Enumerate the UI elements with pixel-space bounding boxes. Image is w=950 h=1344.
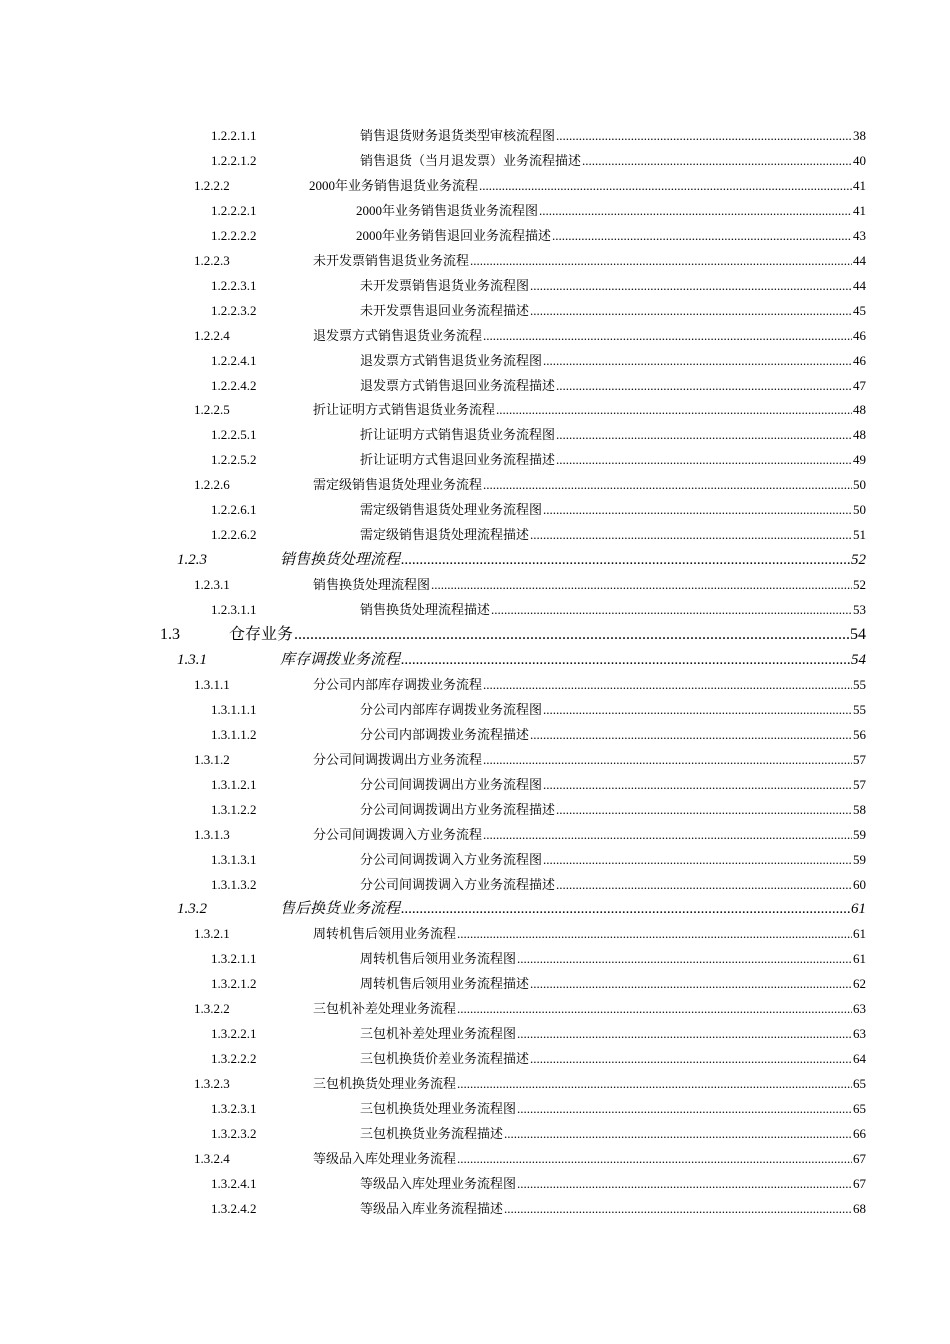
toc-entry-title: 折让证明方式售退回业务流程描述: [360, 452, 556, 468]
toc-entry[interactable]: [0, 1072, 950, 1096]
toc-entry-page: 63: [853, 1026, 866, 1042]
toc-dot-leader: [491, 598, 852, 622]
toc-entry-number: 1.3.2.4.1: [211, 1175, 257, 1191]
toc-entry-number: 1.3.2.4.2: [211, 1200, 257, 1216]
toc-dot-leader: [543, 349, 852, 373]
toc-entry[interactable]: [0, 498, 950, 522]
toc-entry-page: 54: [851, 651, 866, 668]
toc-entry-title: 分公司内部库存调拨业务流程: [313, 676, 483, 692]
toc-entry[interactable]: [0, 199, 950, 223]
toc-entry[interactable]: [0, 1197, 950, 1221]
toc-dot-leader: [530, 723, 852, 747]
toc-entry-number: 1.2.3.1.1: [211, 602, 257, 618]
toc-entry-number: 1.2.2.1.2: [211, 152, 257, 168]
toc-dot-leader: [556, 448, 852, 472]
toc-entry[interactable]: [0, 1122, 950, 1146]
toc-entry-page: 44: [853, 252, 866, 268]
toc-dot-leader: [504, 1197, 852, 1221]
toc-dot-leader: [556, 798, 852, 822]
toc-entry-number: 1.3.2.3.2: [211, 1126, 257, 1141]
toc-entry-number: 1.3.1.1: [194, 676, 230, 692]
toc-entry-number: 1.2.2.4.2: [211, 377, 257, 393]
toc-entry-number: 1.2.2.3.2: [211, 302, 257, 318]
toc-entry-title: 分公司内部库存调拨业务流程图: [360, 701, 543, 717]
toc-entry-number: 1.2.2.2.2: [211, 227, 257, 243]
toc-entry-title: 2000年业务销售退货业务流程: [309, 177, 479, 193]
toc-entry-title: 等级品入库业务流程描述: [360, 1200, 504, 1216]
toc-dot-leader: [496, 398, 852, 422]
toc-entry-page: 67: [853, 1150, 866, 1166]
toc-entry-title: 2000年业务销售退货业务流程图: [356, 202, 539, 218]
toc-entry-number: 1.2.2.6.1: [211, 502, 257, 518]
toc-entry-page: 46: [853, 327, 866, 343]
toc-dot-leader: [556, 423, 852, 447]
toc-entry[interactable]: [0, 249, 950, 273]
toc-entry-number: 1.2.2.2: [194, 177, 230, 193]
toc-entry-title: 折让证明方式销售退货业务流程: [313, 402, 496, 418]
toc-entry[interactable]: [0, 798, 950, 822]
toc-entry-number: 1.2.2.3.1: [211, 277, 257, 293]
toc-entry-title: 未开发票销售退货业务流程: [313, 252, 470, 268]
toc-dot-leader: [539, 199, 852, 223]
toc-entry-title: 需定级销售退货处理业务流程图: [360, 502, 543, 518]
toc-entry[interactable]: [0, 448, 950, 472]
toc-entry-page: 64: [853, 1051, 866, 1067]
toc-entry-page: 61: [853, 951, 866, 967]
toc-entry-page: 60: [853, 876, 866, 892]
toc-entry-page: 46: [853, 352, 866, 368]
toc-entry-page: 45: [853, 302, 866, 318]
toc-entry[interactable]: [0, 748, 950, 772]
toc-entry-number: 1.3.2.1: [194, 926, 230, 942]
toc-entry-number: 1.3.1.3.2: [211, 876, 257, 892]
toc-entry-page: 55: [853, 676, 866, 692]
toc-entry-number: 1.3.1.2: [194, 751, 230, 767]
toc-entry[interactable]: [0, 473, 950, 497]
toc-entry[interactable]: [0, 698, 950, 722]
toc-dot-leader: [401, 648, 850, 672]
toc-dot-leader: [582, 149, 852, 173]
toc-entry-number: 1.2.2.4: [194, 327, 230, 343]
toc-dot-leader: [517, 1172, 852, 1196]
toc-entry-page: 49: [853, 452, 866, 468]
toc-entry[interactable]: [0, 972, 950, 996]
toc-entry-page: 59: [853, 826, 866, 842]
toc-entry-page: 57: [853, 776, 866, 792]
toc-entry-number: 1.3.1.1.1: [211, 701, 257, 717]
toc-entry[interactable]: [0, 423, 950, 447]
toc-entry-title: 需定级销售退货处理业务流程: [313, 477, 483, 493]
toc-entry[interactable]: [0, 673, 950, 697]
toc-entry-page: 53: [853, 602, 866, 618]
toc-entry-title: 三包机换货价差业务流程描述: [360, 1051, 530, 1067]
toc-entry[interactable]: [0, 149, 950, 173]
toc-entry-page: 58: [853, 801, 866, 817]
toc-entry-page: 65: [853, 1076, 866, 1092]
toc-entry-title: 退发票方式销售退回业务流程描述: [360, 377, 556, 393]
toc-entry-title: 周转机售后领用业务流程: [313, 926, 457, 942]
toc-dot-leader: [530, 299, 852, 323]
toc-entry-title: 销售退货财务退货类型审核流程图: [360, 128, 556, 143]
toc-entry-number: 1.3.2.3: [194, 1076, 230, 1092]
toc-entry-title: 未开发票销售退货业务流程图: [360, 277, 530, 293]
toc-dot-leader: [431, 573, 852, 597]
toc-entry-title: 三包机换货业务流程描述: [360, 1126, 504, 1141]
toc-entry-title: 三包机补差处理业务流程: [313, 1001, 457, 1017]
toc-entry[interactable]: [0, 947, 950, 971]
toc-dot-leader: [543, 698, 852, 722]
toc-entry-title: 需定级销售退货处理流程描述: [360, 527, 530, 543]
toc-entry-number: 1.3.2.2.1: [211, 1026, 257, 1042]
toc-dot-leader: [552, 224, 852, 248]
toc-entry-number: 1.3.2.2: [194, 1001, 230, 1017]
toc-dot-leader: [556, 124, 852, 148]
toc-entry-title: 三包机补差处理业务流程图: [360, 1026, 517, 1042]
toc-dot-leader: [530, 523, 852, 547]
toc-entry-page: 59: [853, 851, 866, 867]
toc-dot-leader: [517, 1022, 852, 1046]
toc-entry-number: 1.2.2.4.1: [211, 352, 257, 368]
toc-dot-leader: [543, 773, 852, 797]
toc-entry-page: 43: [853, 227, 866, 243]
toc-entry[interactable]: [0, 873, 950, 897]
toc-entry-number: 1.3.2.4: [194, 1150, 230, 1166]
toc-entry-page: 51: [853, 527, 866, 543]
toc-entry-page: 41: [853, 177, 866, 193]
toc-entry-page: 48: [853, 402, 866, 418]
toc-entry-page: 65: [853, 1101, 866, 1117]
toc-dot-leader: [543, 498, 852, 522]
toc-entry-number: 1.2.2.6.2: [211, 527, 257, 543]
toc-dot-leader: [457, 1072, 852, 1096]
toc-entry[interactable]: [0, 1047, 950, 1071]
toc-entry-title: 销售换货处理流程图: [313, 577, 431, 593]
toc-dot-leader: [483, 823, 852, 847]
toc-entry-page: 62: [853, 976, 866, 992]
toc-dot-leader: [401, 548, 850, 572]
toc-entry-number: 1.3.2.2.2: [211, 1051, 257, 1067]
toc-entry[interactable]: [0, 848, 950, 872]
toc-entry-number: 1.3.1.3: [194, 826, 230, 842]
toc-entry-title: 分公司间调拨调入方业务流程: [313, 826, 483, 842]
toc-entry[interactable]: [0, 598, 950, 622]
toc-dot-leader: [457, 997, 852, 1021]
toc-entry-number: 1.2.3: [177, 552, 207, 569]
toc-dot-leader: [470, 249, 852, 273]
toc-entry-title: 退发票方式销售退货业务流程: [313, 327, 483, 343]
toc-entry[interactable]: [0, 274, 950, 298]
toc-entry-number: 1.3.1.3.1: [211, 851, 257, 867]
toc-entry-title: 分公司间调拨调出方业务流程图: [360, 776, 543, 792]
toc-entry-page: 61: [853, 926, 866, 942]
toc-entry-page: 44: [853, 277, 866, 293]
toc-entry[interactable]: [0, 922, 950, 946]
toc-entry-page: 61: [851, 901, 866, 918]
toc-entry-title: 分公司间调拨调入方业务流程图: [360, 851, 543, 867]
toc-entry-page: 54: [850, 626, 866, 643]
toc-dot-leader: [530, 1047, 852, 1071]
toc-entry-title: 分公司间调拨调出方业务流程: [313, 751, 483, 767]
toc-entry[interactable]: [0, 897, 950, 921]
toc-entry-title: 折让证明方式销售退货业务流程图: [360, 427, 556, 443]
toc-entry-title: 销售换货处理流程: [280, 552, 401, 569]
toc-entry-number: 1.2.2.6: [194, 477, 230, 493]
toc-entry-title: 周转机售后领用业务流程图: [360, 951, 517, 967]
toc-entry-page: 55: [853, 701, 866, 717]
toc-entry-page: 67: [853, 1175, 866, 1191]
toc-entry[interactable]: [0, 523, 950, 547]
toc-entry-title: 仓存业务: [229, 626, 294, 643]
toc-entry-number: 1.3.1: [177, 651, 207, 668]
toc-dot-leader: [543, 848, 852, 872]
toc-entry-page: 40: [853, 152, 866, 168]
toc-dot-leader: [556, 374, 852, 398]
toc-dot-leader: [479, 174, 852, 198]
toc-entry-title: 售后换货业务流程: [280, 901, 401, 918]
toc-entry-page: 63: [853, 1001, 866, 1017]
toc-entry-title: 退发票方式销售退货业务流程图: [360, 352, 543, 368]
toc-entry[interactable]: [0, 1022, 950, 1046]
toc-dot-leader: [517, 947, 852, 971]
toc-entry-number: 1.3.2: [177, 901, 207, 918]
toc-entry-page: 50: [853, 477, 866, 493]
toc-entry[interactable]: [0, 648, 950, 672]
toc-entry-title: 销售换货处理流程描述: [360, 602, 491, 618]
toc-entry-number: 1.2.2.5.2: [211, 452, 257, 468]
toc-entry-number: 1.3.1.2.2: [211, 801, 257, 817]
toc-entry-title: 分公司间调拨调入方业务流程描述: [360, 876, 556, 892]
toc-entry-number: 1.3.2.3.1: [211, 1101, 257, 1117]
toc-dot-leader: [517, 1097, 852, 1121]
toc-entry[interactable]: [0, 1172, 950, 1196]
toc-entry[interactable]: [0, 548, 950, 572]
toc-entry-number: 1.2.3.1: [194, 577, 230, 593]
toc-entry[interactable]: [0, 349, 950, 373]
toc-dot-leader: [401, 897, 850, 921]
toc-entry-title: 等级品入库处理业务流程图: [360, 1175, 517, 1191]
toc-entry-page: 57: [853, 751, 866, 767]
toc-entry[interactable]: [0, 723, 950, 747]
toc-entry[interactable]: [0, 324, 950, 348]
toc-entry-page: 47: [853, 377, 866, 393]
toc-entry-page: 50: [853, 502, 866, 518]
toc-entry-number: 1.3.1.1.2: [211, 726, 257, 742]
toc-dot-leader: [530, 274, 852, 298]
toc-entry[interactable]: [0, 823, 950, 847]
toc-entry[interactable]: [0, 1147, 950, 1171]
toc-entry-number: 1.2.2.2.1: [211, 202, 257, 218]
toc-entry-number: 1.3.2.1.2: [211, 976, 257, 992]
toc-dot-leader: [483, 748, 852, 772]
toc-entry[interactable]: [0, 374, 950, 398]
toc-entry-page: 52: [853, 577, 866, 593]
toc-dot-leader: [530, 972, 852, 996]
toc-entry-title: 销售退货（当月退发票）业务流程描述: [360, 152, 582, 168]
toc-entry-number: 1.2.2.3: [194, 252, 230, 268]
toc-entry[interactable]: [0, 997, 950, 1021]
toc-entry-title: 库存调拨业务流程: [280, 651, 401, 668]
toc-entry-number: 1.3.2.1.1: [211, 951, 257, 967]
toc-entry-number: 1.2.2.5: [194, 402, 230, 418]
toc-entry-page: 38: [853, 128, 866, 143]
toc-dot-leader: [457, 1147, 852, 1171]
toc-entry-number: 1.3: [160, 626, 180, 643]
toc-entry-number: 1.2.2.1.1: [211, 128, 257, 143]
toc-entry-title: 未开发票售退回业务流程描述: [360, 302, 530, 318]
toc-dot-leader: [483, 473, 852, 497]
toc-entry-page: 41: [853, 202, 866, 218]
toc-entry[interactable]: [0, 1097, 950, 1121]
toc-entry-page: 66: [853, 1126, 866, 1141]
toc-entry-title: 三包机换货处理业务流程图: [360, 1101, 517, 1117]
toc-entry-title: 分公司内部调拨业务流程描述: [360, 726, 530, 742]
toc-entry-title: 周转机售后领用业务流程描述: [360, 976, 530, 992]
toc-entry[interactable]: [0, 299, 950, 323]
toc-entry-title: 等级品入库处理业务流程: [313, 1150, 457, 1166]
toc-entry-title: 三包机换货处理业务流程: [313, 1076, 457, 1092]
toc-dot-leader: [294, 623, 849, 647]
toc-entry[interactable]: [0, 623, 950, 647]
toc-entry-number: 1.2.2.5.1: [211, 427, 257, 443]
toc-entry[interactable]: [0, 398, 950, 422]
toc-entry-number: 1.3.1.2.1: [211, 776, 257, 792]
toc-dot-leader: [483, 673, 852, 697]
toc-entry-page: 48: [853, 427, 866, 443]
toc-entry[interactable]: [0, 224, 950, 248]
toc-entry-page: 52: [851, 552, 866, 569]
toc-entry[interactable]: [0, 573, 950, 597]
toc-entry[interactable]: [0, 124, 950, 148]
toc-dot-leader: [457, 922, 852, 946]
toc-entry[interactable]: [0, 773, 950, 797]
toc-entry-page: 68: [853, 1200, 866, 1216]
toc-entry-title: 分公司间调拨调出方业务流程描述: [360, 801, 556, 817]
toc-dot-leader: [504, 1122, 852, 1146]
toc-entry-page: 56: [853, 726, 866, 742]
toc-dot-leader: [483, 324, 852, 348]
toc-entry[interactable]: [0, 174, 950, 198]
toc-entry-title: 2000年业务销售退回业务流程描述: [356, 227, 552, 243]
toc-dot-leader: [556, 873, 852, 897]
